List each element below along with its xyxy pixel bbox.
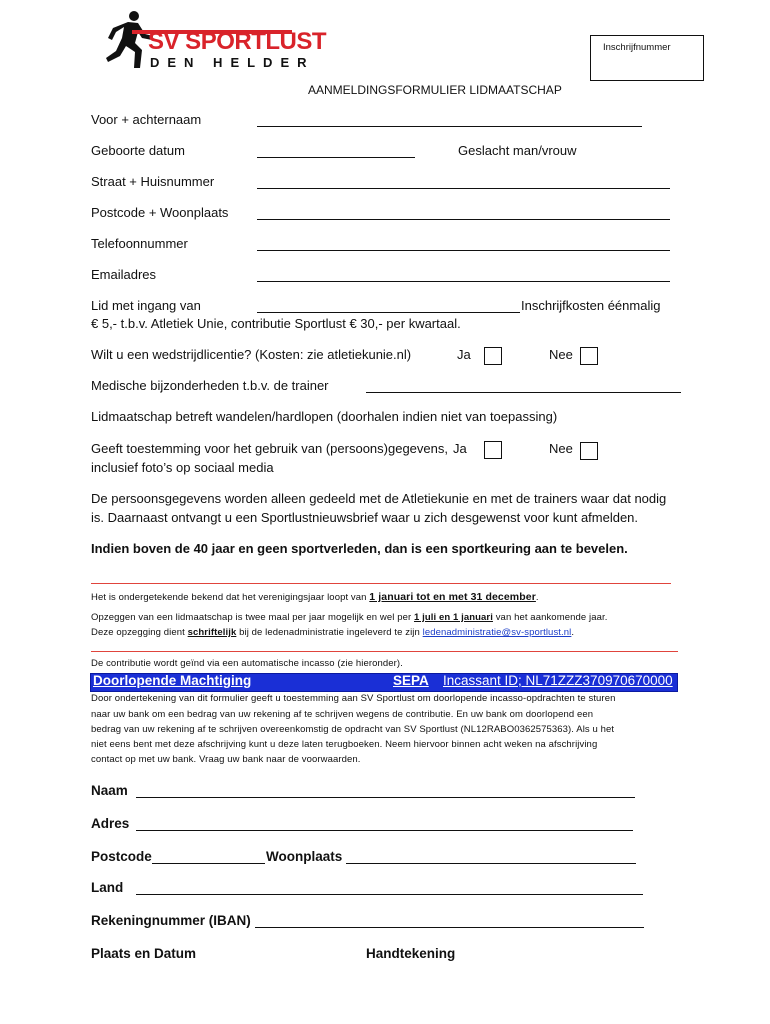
verenigingsjaar-pre: Het is ondergetekende bekend dat het verenigingsjaar loopt van <box>91 592 370 603</box>
verenigingsjaar-text <box>91 591 539 603</box>
mandate-woonplaats-line[interactable] <box>346 863 636 864</box>
toestemming-text-2: inclusief foto’s op sociaal media <box>91 460 274 475</box>
toestemming-text-1: Geeft toestemming voor het gebruik van (persoons)gegevens, <box>91 441 448 456</box>
inschrijfkosten-label: Inschrijfkosten éénmalig <box>521 298 661 313</box>
mandate-land-label: Land <box>91 880 124 895</box>
contributie-text: De contributie wordt geïnd via een automatische incasso (zie hieronder). <box>91 658 403 669</box>
mandate-naam-line[interactable] <box>136 797 635 798</box>
field-line-lid-met-ingang[interactable] <box>257 312 520 313</box>
opzegging-text <box>91 627 574 638</box>
field-label-geslacht: Geslacht man/vrouw <box>458 143 577 158</box>
mandate-handtekening-label: Handtekening <box>366 946 456 961</box>
mandate-iban-label: Rekeningnummer (IBAN) <box>91 913 251 928</box>
lidmaatschap-text: Lidmaatschap betreft wandelen/hardlopen (doorhalen indien niet van toepassing) <box>91 409 558 424</box>
licentie-ja-label: Ja <box>457 347 471 362</box>
sepa-header-bar <box>90 673 678 692</box>
field-line-telefoon[interactable] <box>257 250 670 251</box>
mandate-plaats-datum-label: Plaats en Datum <box>91 946 197 961</box>
field-label-postcode: Postcode + Woonplaats <box>91 205 229 220</box>
verenigingsjaar-dates: 1 januari tot en met 31 december <box>369 591 536 603</box>
toestemming-ja-label: Ja <box>453 441 467 456</box>
mandate-land-line[interactable] <box>136 894 643 895</box>
opzeggen-dates: 1 juli en 1 januari <box>413 612 493 623</box>
incassant-id: Incassant ID; NL71ZZZ370970670000 <box>443 673 673 688</box>
field-line-postcode[interactable] <box>257 219 670 220</box>
mandate-iban-line[interactable] <box>255 927 644 928</box>
inschrijfnummer-label: Inschrijfnummer <box>603 42 671 53</box>
mandate-woonplaats-label: Woonplaats <box>266 849 343 864</box>
mandate-postcode-line[interactable] <box>152 863 265 864</box>
opzeggen-pre: Opzeggen van een lidmaatschap is twee maal per jaar mogelijk en wel per <box>91 612 414 623</box>
mandate-naam-label: Naam <box>91 783 128 798</box>
deze-pre: Deze opzegging dient <box>91 627 188 638</box>
red-divider-2 <box>91 651 678 652</box>
field-label-geboortedatum: Geboorte datum <box>91 143 185 158</box>
licentie-nee-checkbox[interactable] <box>580 347 598 365</box>
licentie-nee-label: Nee <box>549 347 573 362</box>
toestemming-ja-checkbox[interactable] <box>484 441 502 459</box>
field-line-geboortedatum[interactable] <box>257 157 415 158</box>
deze-post: . <box>571 627 575 638</box>
logo-title: SV SPORTLUST <box>148 28 327 55</box>
field-label-email: Emailadres <box>91 267 157 282</box>
wedstrijdlicentie-question: Wilt u een wedstrijdlicentie? (Kosten: zie atletiekunie.nl) <box>91 347 412 362</box>
mandate-adres-label: Adres <box>91 816 130 831</box>
mandate-postcode-label: Postcode <box>91 849 152 864</box>
schriftelijk-text: schriftelijk <box>187 627 237 638</box>
opzeggen-text <box>91 612 607 623</box>
sepa-text-4: niet eens bent met deze afschrijving kunt u deze laten terugboeken. Neem hiervoor binnen acht weken na afschrijving <box>91 739 598 750</box>
field-line-email[interactable] <box>257 281 670 282</box>
form-title: AANMELDINGSFORMULIER LIDMAATSCHAP <box>308 83 562 97</box>
field-label-telefoon: Telefoonnummer <box>91 236 188 251</box>
licentie-ja-checkbox[interactable] <box>484 347 502 365</box>
toestemming-nee-label: Nee <box>549 441 573 456</box>
sepa-label: SEPA <box>393 673 429 688</box>
inschrijfnummer-box[interactable] <box>590 35 704 81</box>
sepa-text-1: Door ondertekening van dit formulier geeft u toestemming aan SV Sportlust om doorlopende incasso-opdrachten te sturen <box>91 693 616 704</box>
mandate-adres-line[interactable] <box>136 830 633 831</box>
toestemming-nee-checkbox[interactable] <box>580 442 598 460</box>
field-line-straat[interactable] <box>257 188 670 189</box>
sepa-text-5: contact op met uw bank. Vraag uw bank naar de voorwaarden. <box>91 754 361 765</box>
opzeggen-post: van het aankomende jaar. <box>492 612 608 623</box>
red-divider-1 <box>91 583 671 584</box>
field-label-straat: Straat + Huisnummer <box>91 174 215 189</box>
privacy-text-1: De persoonsgegevens worden alleen gedeeld met de Atletiekunie en met de trainers waar dat nodig <box>91 491 667 506</box>
privacy-text-2: is. Daarnaast ontvangt u een Sportlustnieuwsbrief waar u zich desgewenst voor kunt afmelden. <box>91 510 639 525</box>
keuring-text: Indien boven de 40 jaar en geen sportverleden, dan is een sportkeuring aan te bevelen. <box>91 541 628 556</box>
sepa-text-2: naar uw bank om een bedrag van uw rekening af te schrijven wegens de contributie. En uw bank om doorlopend een <box>91 709 594 720</box>
deze-mid: bij de ledenadministratie ingeleverd te zijn <box>236 627 423 638</box>
club-logo <box>98 10 327 72</box>
medisch-label: Medische bijzonderheden t.b.v. de trainer <box>91 378 329 393</box>
field-label-naam: Voor + achternaam <box>91 112 202 127</box>
medisch-line[interactable] <box>366 392 681 393</box>
field-label-lid-met-ingang: Lid met ingang van <box>91 298 201 313</box>
sepa-title: Doorlopende Machtiging <box>93 673 252 688</box>
kosten-text: € 5,- t.b.v. Atletiek Unie, contributie Sportlust € 30,- per kwartaal. <box>91 316 461 331</box>
ledenadministratie-email-link[interactable]: ledenadministratie@sv-sportlust.nl <box>422 627 572 638</box>
verenigingsjaar-post: . <box>535 592 539 603</box>
logo-subtitle: DEN HELDER <box>150 55 315 70</box>
field-line-naam[interactable] <box>257 126 642 127</box>
sepa-text-3: bedrag van uw rekening af te schrijven overeenkomstig de opdracht van SV Sportlust (NL12RABO0362575363). Als u het <box>91 724 615 735</box>
